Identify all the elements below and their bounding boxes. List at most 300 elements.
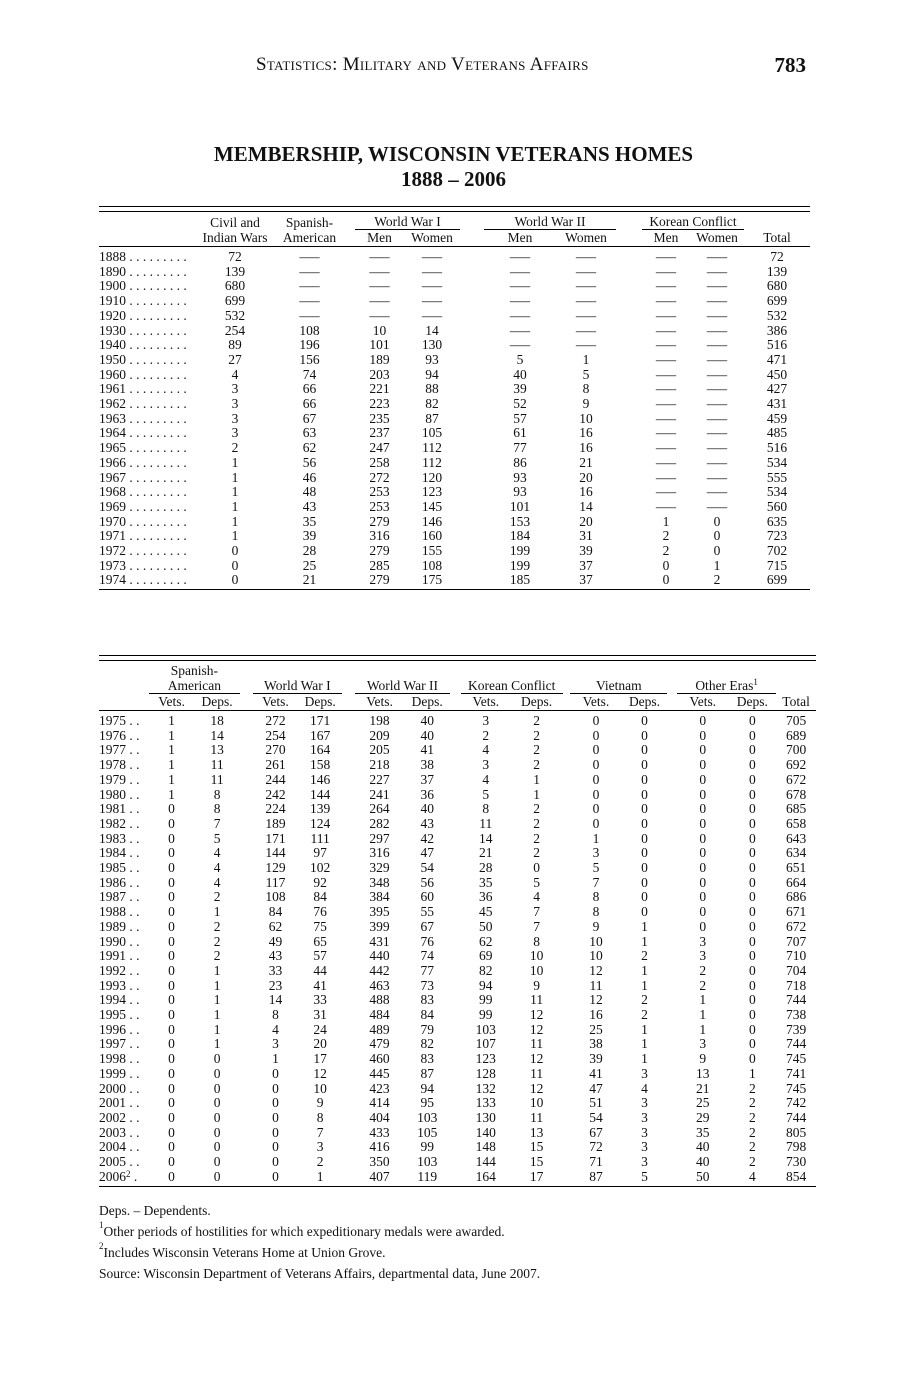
value-cell: 8 <box>213 786 221 802</box>
value-cell: 139 <box>310 801 331 817</box>
value-cell: 742 <box>785 1095 807 1111</box>
table-row <box>99 309 810 324</box>
value-cell: 87 <box>420 1065 434 1081</box>
spacer-cell <box>347 471 355 486</box>
spacer-cell <box>563 1126 571 1141</box>
value-cell: 0 <box>748 860 756 876</box>
value-cell: 40 <box>696 1139 710 1155</box>
spacer-cell <box>240 1082 253 1097</box>
spacer-cell <box>450 949 461 964</box>
spacer-cell <box>342 1023 355 1038</box>
value-cell: 0 <box>748 918 756 934</box>
value-cell: 4 <box>213 874 221 890</box>
value-cell: 11 <box>530 1065 544 1081</box>
value-cell: 0 <box>213 1154 221 1170</box>
col-vets: Vets. <box>570 694 621 711</box>
value-cell: 1 <box>699 1021 707 1037</box>
value-cell: 73 <box>420 977 434 993</box>
table-row <box>99 817 816 832</box>
value-cell: 272 <box>369 469 390 485</box>
spacer-cell <box>563 1170 571 1185</box>
spacer-cell <box>667 861 677 876</box>
value-cell: 103 <box>475 1021 496 1037</box>
year-label: 1976 . . <box>99 727 140 743</box>
value-cell: 25 <box>696 1095 710 1111</box>
spacer-cell <box>347 338 355 353</box>
value-cell: 76 <box>313 904 327 920</box>
spacer-cell <box>667 846 677 861</box>
value-cell: 93 <box>425 351 439 367</box>
year-label: 1979 . . <box>99 771 140 787</box>
table-row <box>99 832 816 847</box>
value-cell: 416 <box>369 1139 390 1155</box>
value-cell: 0 <box>641 801 648 817</box>
value-cell: 40 <box>696 1154 710 1170</box>
value-cell: 1 <box>168 786 175 802</box>
value-cell: 33 <box>313 992 327 1008</box>
footnote-1: $^1$Other periods of hostilities for which expeditionary medals were awarded. <box>99 1220 505 1239</box>
membership-table-1888-1974 <box>99 206 810 590</box>
spacer-cell <box>563 861 571 876</box>
value-cell: 1 <box>231 469 239 485</box>
table-row <box>99 426 810 441</box>
value-cell: 560 <box>766 498 788 514</box>
spacer-cell <box>450 1067 461 1082</box>
value-cell: 0 <box>713 513 721 529</box>
value-cell: 41 <box>420 742 434 758</box>
table-row <box>99 382 810 397</box>
spacer-cell <box>240 1126 253 1141</box>
value-cell: ––– <box>421 249 443 264</box>
value-cell: 241 <box>369 786 390 802</box>
spacer-cell <box>342 743 355 758</box>
value-cell: 0 <box>168 1080 175 1096</box>
year-cell <box>99 788 149 803</box>
value-cell: 69 <box>479 948 493 964</box>
year-cell <box>99 802 149 817</box>
value-cell: 31 <box>313 1007 327 1023</box>
value-cell: 145 <box>421 498 443 514</box>
spacer-cell <box>667 1082 677 1097</box>
title-line-1: MEMBERSHIP, WISCONSIN VETERANS HOMES <box>213 142 694 166</box>
value-cell: 4 <box>272 1021 279 1037</box>
value-cell: 2 <box>316 1154 324 1170</box>
spacer-cell <box>240 711 253 729</box>
spacer-cell <box>563 729 571 744</box>
value-cell: ––– <box>421 307 443 323</box>
value-cell: ––– <box>575 278 597 294</box>
spacer-cell <box>616 368 642 383</box>
value-cell: 1 <box>641 962 648 978</box>
year-cell: 1972 . . . . . . . . . <box>99 543 187 559</box>
value-cell: 196 <box>299 337 320 353</box>
value-cell: 72 <box>770 249 784 264</box>
value-cell: 29 <box>696 1109 710 1125</box>
value-cell: 0 <box>699 713 707 728</box>
value-cell: ––– <box>655 440 677 456</box>
value-cell: 689 <box>785 727 807 743</box>
value-cell: ––– <box>706 498 728 514</box>
value-cell: 0 <box>641 860 648 876</box>
table-row <box>99 1170 816 1185</box>
value-cell: 3 <box>592 845 600 861</box>
value-cell: ––– <box>575 293 597 309</box>
value-cell: 741 <box>785 1065 807 1081</box>
value-cell: 744 <box>785 1036 807 1052</box>
spacer-cell <box>460 247 484 265</box>
value-cell: 95 <box>420 1095 434 1111</box>
table-row <box>99 1140 816 1155</box>
value-cell: 0 <box>748 889 756 905</box>
value-cell: 678 <box>785 786 807 802</box>
spacer-cell <box>450 1155 461 1170</box>
spacer-cell <box>342 964 355 979</box>
spacer-cell <box>240 802 253 817</box>
value-cell: 0 <box>748 801 756 817</box>
table-row <box>99 920 816 935</box>
spacer-cell <box>563 905 571 920</box>
table-row <box>99 1111 816 1126</box>
value-cell: 11 <box>530 992 544 1008</box>
value-cell: 1 <box>533 786 540 802</box>
spacer-cell <box>460 559 484 574</box>
table-row <box>99 890 816 905</box>
spacer-cell <box>616 397 642 412</box>
value-cell: 3 <box>641 1139 648 1155</box>
spacer-cell <box>347 559 355 574</box>
value-cell: 479 <box>369 1036 390 1052</box>
year-label: 1999 . . <box>99 1065 140 1081</box>
value-cell: ––– <box>706 366 728 382</box>
value-cell: 0 <box>641 874 648 890</box>
value-cell: 1 <box>213 904 221 920</box>
spacer-cell <box>667 876 677 891</box>
spacer-cell <box>667 788 677 803</box>
value-cell: ––– <box>655 396 677 412</box>
value-cell: 8 <box>592 904 600 920</box>
value-cell: 488 <box>369 992 390 1008</box>
spacer-cell <box>342 905 355 920</box>
value-cell: 25 <box>589 1021 603 1037</box>
value-cell: ––– <box>655 469 677 485</box>
value-cell: 7 <box>213 815 221 831</box>
spacer-cell <box>667 920 677 935</box>
spacer-cell <box>347 515 355 530</box>
spacer-cell <box>667 1067 677 1082</box>
value-cell: 10 <box>579 410 593 426</box>
value-cell: 74 <box>420 948 434 964</box>
value-cell: 2 <box>533 713 540 728</box>
spacer-cell <box>563 920 571 935</box>
table-row <box>99 456 810 471</box>
value-cell: 0 <box>272 1124 279 1140</box>
table-row <box>99 397 810 412</box>
spacer-cell <box>616 279 642 294</box>
value-cell: ––– <box>369 293 390 309</box>
value-cell: 350 <box>369 1154 390 1170</box>
value-cell: 3 <box>482 713 490 728</box>
value-cell: 37 <box>420 771 434 787</box>
spacer-cell <box>450 935 461 950</box>
table-row <box>99 1096 816 1111</box>
spacer-cell <box>240 1037 253 1052</box>
value-cell: 4 <box>213 860 221 876</box>
value-cell: 199 <box>509 543 531 559</box>
value-cell: 0 <box>168 933 175 949</box>
value-cell: 680 <box>224 278 246 294</box>
spacer-cell <box>563 1052 571 1067</box>
table-row <box>99 471 810 486</box>
value-cell: 282 <box>369 815 390 831</box>
year-cell <box>99 1037 149 1052</box>
spacer-cell <box>667 1111 677 1126</box>
value-cell: 2 <box>231 440 239 456</box>
value-cell: 55 <box>420 904 434 920</box>
value-cell: 0 <box>699 889 707 905</box>
year-cell: 1900 . . . . . . . . . <box>99 278 187 294</box>
value-cell: 56 <box>420 874 434 890</box>
spacer-cell <box>347 279 355 294</box>
spacer-cell <box>347 485 355 500</box>
value-cell: ––– <box>655 410 677 426</box>
value-cell: 4 <box>482 742 490 758</box>
value-cell: 65 <box>313 933 327 949</box>
year-cell <box>99 876 149 891</box>
year-cell <box>99 1008 149 1023</box>
value-cell: 41 <box>313 977 327 993</box>
spacer-cell <box>616 456 642 471</box>
spacer-cell <box>347 265 355 280</box>
value-cell: 2 <box>699 962 707 978</box>
value-cell: 0 <box>272 1168 279 1184</box>
value-cell: 1 <box>533 771 540 787</box>
spacer-cell <box>460 426 484 441</box>
value-cell: 4 <box>231 366 239 382</box>
value-cell: 25 <box>302 557 317 573</box>
col-ww1-women: Women <box>404 230 460 247</box>
value-cell: 14 <box>210 727 224 743</box>
year-label: 2000 . . <box>99 1080 140 1096</box>
value-cell: 0 <box>592 771 600 787</box>
spacer-cell <box>563 1111 571 1126</box>
value-cell: 1 <box>592 830 600 846</box>
col-spanish-2: American <box>272 230 347 247</box>
value-cell: 105 <box>421 425 443 441</box>
value-cell: 0 <box>168 874 175 890</box>
value-cell: 3 <box>231 381 239 397</box>
spacer-cell <box>667 1023 677 1038</box>
value-cell: 8 <box>592 889 600 905</box>
year-cell: 1967 . . . . . . . . . <box>99 469 187 485</box>
value-cell: 5 <box>592 860 600 876</box>
spacer-cell <box>240 743 253 758</box>
spacer-cell <box>342 729 355 744</box>
spacer-cell <box>240 1008 253 1023</box>
value-cell: 0 <box>272 1139 279 1155</box>
value-cell: 52 <box>513 396 527 412</box>
value-cell: 0 <box>699 815 707 831</box>
table-row <box>99 529 810 544</box>
spacer-cell <box>450 773 461 788</box>
value-cell: 10 <box>313 1080 327 1096</box>
value-cell: 189 <box>265 815 286 831</box>
value-cell: 0 <box>748 727 756 743</box>
value-cell: 82 <box>425 396 439 412</box>
value-cell: 13 <box>210 742 224 758</box>
spacer-cell <box>342 1096 355 1111</box>
spacer-cell <box>667 964 677 979</box>
spacer-cell <box>347 456 355 471</box>
spacer-cell <box>347 544 355 559</box>
value-cell: 18 <box>210 713 224 728</box>
spacer-cell <box>450 832 461 847</box>
value-cell: 0 <box>641 830 648 846</box>
value-cell: 2 <box>533 727 540 743</box>
year-cell: 1965 . . . . . . . . . <box>99 440 187 456</box>
value-cell: ––– <box>655 498 677 514</box>
value-cell: 718 <box>785 977 807 993</box>
value-cell: 5 <box>582 366 590 382</box>
value-cell: ––– <box>655 249 677 264</box>
value-cell: 3 <box>272 1036 279 1052</box>
spacer-cell <box>342 1170 355 1185</box>
value-cell: 0 <box>748 977 756 993</box>
value-cell: 651 <box>785 860 807 876</box>
year-label: 2006 <box>99 1168 126 1184</box>
value-cell: 2 <box>641 992 648 1008</box>
value-cell: 2 <box>748 1124 756 1140</box>
value-cell: 1 <box>213 1036 221 1052</box>
value-cell: 0 <box>641 815 648 831</box>
value-cell: 1 <box>699 1007 707 1023</box>
value-cell: 532 <box>766 307 788 323</box>
spacer-cell <box>616 309 642 324</box>
value-cell: 459 <box>766 410 788 426</box>
year-label: 1991 . . <box>99 948 140 964</box>
spacer-cell <box>342 949 355 964</box>
value-cell: 384 <box>369 889 390 905</box>
spacer-cell <box>450 1052 461 1067</box>
value-cell: 1 <box>168 771 175 787</box>
year-cell <box>99 1082 149 1097</box>
spacer-cell <box>450 964 461 979</box>
value-cell: 0 <box>168 889 175 905</box>
year-cell <box>99 861 149 876</box>
value-cell: 0 <box>168 830 175 846</box>
spacer-cell <box>450 876 461 891</box>
value-cell: 1 <box>641 1036 648 1052</box>
group-ww2: World War II <box>355 678 450 694</box>
spacer-cell <box>667 890 677 905</box>
value-cell: 146 <box>421 513 443 529</box>
value-cell: 35 <box>479 874 493 890</box>
value-cell: 83 <box>420 992 434 1008</box>
value-cell: 0 <box>748 933 756 949</box>
value-cell: 705 <box>785 713 807 728</box>
value-cell: 2 <box>213 948 221 964</box>
value-cell: 66 <box>302 381 317 397</box>
membership-table-1975-2006 <box>99 655 816 1187</box>
spacer-cell <box>616 500 642 515</box>
value-cell: 11 <box>210 771 224 787</box>
value-cell: 0 <box>168 1095 175 1111</box>
value-cell: ––– <box>369 263 390 279</box>
value-cell: 218 <box>369 757 390 773</box>
value-cell: 0 <box>168 1051 175 1067</box>
value-cell: 0 <box>168 992 175 1008</box>
value-cell: 0 <box>272 1154 279 1170</box>
value-cell: 0 <box>748 1007 756 1023</box>
spacer-cell <box>450 1140 461 1155</box>
spacer-cell <box>460 279 484 294</box>
value-cell: 0 <box>168 977 175 993</box>
value-cell: 23 <box>268 977 283 993</box>
value-cell: 386 <box>766 322 788 338</box>
value-cell: 3 <box>699 948 707 964</box>
value-cell: 8 <box>316 1109 324 1125</box>
col-civil-war-2: Indian Wars <box>198 230 272 247</box>
value-cell: 0 <box>748 815 756 831</box>
value-cell: 0 <box>592 815 600 831</box>
spacer-cell <box>240 1052 253 1067</box>
value-cell: 702 <box>766 543 788 559</box>
value-cell: ––– <box>655 366 677 382</box>
spacer-cell <box>460 368 484 383</box>
table-row <box>99 265 810 280</box>
year-label: 1997 . . <box>99 1036 140 1052</box>
value-cell: 0 <box>592 801 600 817</box>
value-cell: 164 <box>475 1168 496 1184</box>
spacer-cell <box>347 309 355 324</box>
value-cell: 40 <box>420 727 434 743</box>
value-cell: 12 <box>529 1051 544 1067</box>
value-cell: 442 <box>369 962 390 978</box>
spacer-cell <box>240 890 253 905</box>
value-cell: 20 <box>579 469 593 485</box>
year-cell: 1920 . . . . . . . . . <box>99 307 187 323</box>
spacer-cell <box>563 1023 571 1038</box>
value-cell: 348 <box>369 874 390 890</box>
year-cell: 1962 . . . . . . . . . <box>99 396 187 412</box>
year-label: 1984 . . <box>99 845 140 861</box>
value-cell: 57 <box>513 410 527 426</box>
spacer-cell <box>563 846 571 861</box>
value-cell: 0 <box>168 815 175 831</box>
year-label: 1975 . . <box>99 713 140 728</box>
value-cell: 77 <box>420 962 434 978</box>
value-cell: 0 <box>592 757 600 773</box>
spacer-cell <box>240 758 253 773</box>
spacer-cell <box>240 729 253 744</box>
spacer-cell <box>240 773 253 788</box>
spacer-cell <box>450 729 461 744</box>
value-cell: 103 <box>417 1109 438 1125</box>
spacer-cell <box>667 1155 677 1170</box>
value-cell: 707 <box>785 933 807 949</box>
spacer-cell <box>347 397 355 412</box>
year-cell <box>99 1170 149 1185</box>
value-cell: 13 <box>529 1124 544 1140</box>
value-cell: 272 <box>265 713 286 728</box>
value-cell: 50 <box>696 1168 710 1184</box>
spacer-cell <box>342 1111 355 1126</box>
value-cell: 0 <box>699 860 707 876</box>
value-cell: 4 <box>748 1168 756 1184</box>
col-vets: Vets. <box>355 694 405 711</box>
source-note: Source: Wisconsin Department of Veterans Affairs, departmental data, June 2007. <box>99 1266 541 1281</box>
spacer-cell <box>450 1008 461 1023</box>
value-cell: 107 <box>475 1036 496 1052</box>
